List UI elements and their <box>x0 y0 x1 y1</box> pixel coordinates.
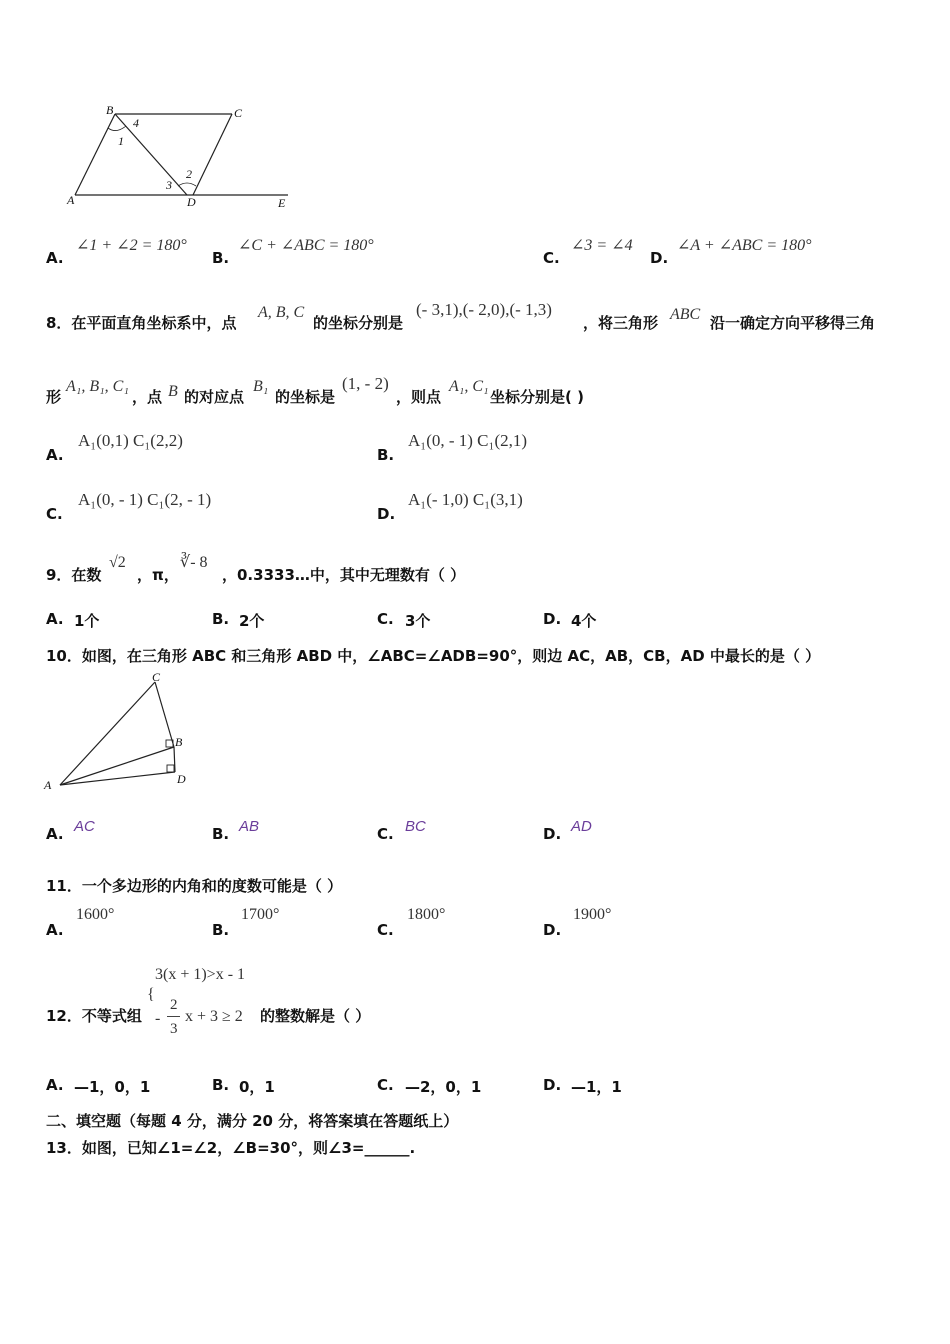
q11-option-b-letter: B. <box>212 921 230 939</box>
q7-option-b-letter: B. <box>212 249 230 267</box>
q9-option-d-letter: D. <box>543 610 562 628</box>
q12-option-a: —1，0，1 <box>74 1078 151 1096</box>
q11-option-b: 1700° <box>241 906 280 923</box>
q8-option-a-letter: A. <box>46 446 64 464</box>
q7-label-1: 1 <box>118 134 124 148</box>
q12-option-b-letter: B. <box>212 1076 230 1094</box>
q11-option-d: 1900° <box>573 906 612 923</box>
q12-inequality-2-sign: - <box>155 1010 161 1027</box>
q9-option-c: 3个 <box>405 612 431 630</box>
q7-label-E: E <box>278 196 286 210</box>
q10-label-B: B <box>175 735 183 749</box>
q12-fraction-denominator: 3 <box>170 1021 178 1037</box>
q12-option-d-letter: D. <box>543 1076 562 1094</box>
q8-option-d: A₁(- 1,0) C₁(3,1) <box>408 490 523 509</box>
q10-triangle-figure <box>40 668 200 796</box>
q7-option-d-letter: D. <box>650 249 669 267</box>
q9-option-c-letter: C. <box>377 610 394 628</box>
q9-option-b-letter: B. <box>212 610 230 628</box>
q9-option-a-letter: A. <box>46 610 64 628</box>
q12-option-b: 0，1 <box>239 1078 275 1096</box>
q7-option-a: ∠1 + ∠2 = 180° <box>76 237 187 254</box>
q8-option-a: A₁(0,1) C₁(2,2) <box>78 431 183 450</box>
q12-option-c-letter: C. <box>377 1076 394 1094</box>
q7-option-d: ∠A + ∠ABC = 180° <box>677 237 812 254</box>
q11-option-c: 1800° <box>407 906 446 923</box>
q8-option-b-letter: B. <box>377 446 395 464</box>
q7-label-A: A <box>67 193 75 207</box>
q8-option-b: A₁(0, - 1) C₁(2,1) <box>408 431 528 450</box>
q9-option-a: 1个 <box>74 612 100 630</box>
q11-option-c-letter: C. <box>377 921 394 939</box>
q12-inequality-2: x + 3 ≥ 2 <box>185 1008 243 1025</box>
q10-label-C: C <box>152 670 161 684</box>
q10-label-A: A <box>44 778 52 792</box>
q11-stem: 11．一个多边形的内角和的度数可能是（ ） <box>46 877 343 895</box>
q11-option-d-letter: D. <box>543 921 562 939</box>
q10-label-D: D <box>177 772 186 786</box>
q10-option-c-letter: C. <box>377 825 394 843</box>
q10-option-a-letter: A. <box>46 825 64 843</box>
q7-option-a-letter: A. <box>46 249 64 267</box>
q12-option-d: —1，1 <box>571 1078 622 1096</box>
q7-label-B: B <box>106 103 114 117</box>
q12-suffix: 的整数解是（ ） <box>260 1007 371 1025</box>
q8-option-c-letter: C. <box>46 505 63 523</box>
q11-option-a-letter: A. <box>46 921 64 939</box>
q7-option-c: ∠3 = ∠4 <box>571 237 633 254</box>
q10-option-d-letter: D. <box>543 825 562 843</box>
q12-fraction-bar <box>167 1016 180 1017</box>
q10-option-b: AB <box>239 818 260 835</box>
q7-option-b: ∠C + ∠ABC = 180° <box>238 237 374 254</box>
q12-brace: { <box>147 986 155 1003</box>
q10-option-a: AC <box>74 818 95 835</box>
q8-option-d-letter: D. <box>377 505 396 523</box>
q12-option-a-letter: A. <box>46 1076 64 1094</box>
q12-option-c: —2，0，1 <box>405 1078 482 1096</box>
q8-option-c: A₁(0, - 1) C₁(2, - 1) <box>78 490 212 509</box>
q9-option-b: 2个 <box>239 612 265 630</box>
q10-option-c: BC <box>405 818 426 835</box>
q7-label-D: D <box>187 195 196 209</box>
q7-parallelogram-figure <box>60 100 300 212</box>
q10-option-d: AD <box>571 818 592 835</box>
q10-stem: 10．如图，在三角形 ABC 和三角形 ABD 中，∠ABC=∠ADB=90°，则边 AC，AB，CB，AD 中最长的是（ ） <box>46 647 821 665</box>
q12-inequality-1: 3(x + 1)>x - 1 <box>155 966 246 983</box>
q7-label-2: 2 <box>186 167 192 181</box>
q7-label-3: 3 <box>166 178 172 192</box>
section-2-heading: 二、填空题（每题 4 分，满分 20 分，将答案填在答题纸上） <box>46 1112 459 1130</box>
q12-fraction-numerator: 2 <box>170 997 178 1013</box>
q11-option-a: 1600° <box>76 906 115 923</box>
q13-stem: 13．如图，已知∠1=∠2，∠B=30°，则∠3=______. <box>46 1139 416 1157</box>
q9-option-d: 4个 <box>571 612 597 630</box>
q10-option-b-letter: B. <box>212 825 230 843</box>
q7-label-4: 4 <box>133 116 139 130</box>
q7-label-C: C <box>234 106 243 120</box>
q7-option-c-letter: C. <box>543 249 560 267</box>
q12-prefix: 12．不等式组 <box>46 1007 142 1025</box>
